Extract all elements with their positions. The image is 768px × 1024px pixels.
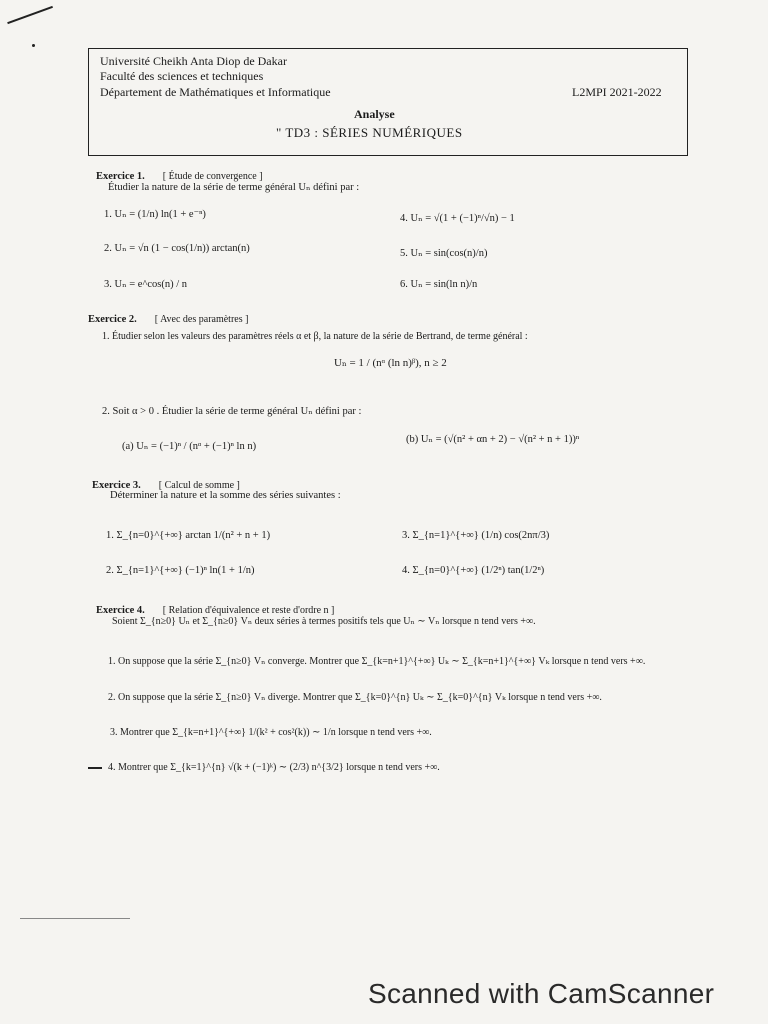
ex1-item-3: 3. Uₙ = e^cos(n) / n <box>104 279 188 290</box>
ex1-title: Exercice 1. <box>96 171 145 182</box>
scan-mark <box>20 918 130 919</box>
ex2-item-a: (a) Uₙ = (−1)ⁿ / (nᵅ + (−1)ⁿ ln n) <box>122 441 257 452</box>
ex3-title: Exercice 3. <box>92 480 141 491</box>
ex3-item-4: 4. Σ_{n=0}^{+∞} (1/2ⁿ) tan(1/2ⁿ) <box>402 565 545 576</box>
department-name: Département de Mathématiques et Informatique <box>100 85 331 99</box>
level-year: L2MPI 2021-2022 <box>572 85 662 99</box>
ex4-subtitle: [ Relation d'équivalence et reste d'ordre n ] <box>162 605 335 616</box>
ex2-subtitle: [ Avec des paramètres ] <box>154 314 249 325</box>
ex4-title: Exercice 4. <box>96 605 145 616</box>
ex1-item-4: 4. Uₙ = √(1 + (−1)ⁿ/√n) − 1 <box>400 213 515 224</box>
ex4-intro: Soient Σ_{n≥0} Uₙ et Σ_{n≥0} Vₙ deux séries à termes positifs tels que Uₙ ∼ Vₙ lorsque n tend vers +∞. <box>112 616 536 627</box>
ex2-title: Exercice 2. <box>88 314 137 325</box>
scan-mark <box>7 6 53 24</box>
ex3-subtitle: [ Calcul de somme ] <box>158 480 240 491</box>
ex4-item-1: 1. On suppose que la série Σ_{n≥0} Vₙ converge. Montrer que Σ_{k=n+1}^{+∞} Uₖ ∼ Σ_{k=n+1}^{+∞} Vₖ lorsque n tend vers +∞. <box>108 656 646 667</box>
ex2-question-1: 1. Étudier selon les valeurs des paramètres réels α et β, la nature de la série de Bertrand, de terme général : <box>102 331 528 342</box>
ex3-item-3: 3. Σ_{n=1}^{+∞} (1/n) cos(2nπ/3) <box>402 530 550 541</box>
ex4-item-3: 3. Montrer que Σ_{k=n+1}^{+∞} 1/(k² + cos²(k)) ∼ 1/n lorsque n tend vers +∞. <box>110 727 432 738</box>
ex1-subtitle: [ Étude de convergence ] <box>162 171 263 182</box>
course-name: Analyse <box>354 107 395 121</box>
faculty-name: Faculté des sciences et techniques <box>100 69 264 83</box>
ex2-heading <box>88 309 248 327</box>
ex1-item-5: 5. Uₙ = sin(cos(n)/n) <box>400 248 488 259</box>
ex4-item-2: 2. On suppose que la série Σ_{n≥0} Vₙ diverge. Montrer que Σ_{k=0}^{n} Uₖ ∼ Σ_{k=0}^{n} Vₖ lorsque n tend vers +∞. <box>108 692 602 703</box>
ex2-bertrand-formula: Uₙ = 1 / (nᵅ (ln n)ᵝ), n ≥ 2 <box>334 357 447 369</box>
ex2-question-2: 2. Soit α > 0 . Étudier la série de terme général Uₙ défini par : <box>102 406 362 417</box>
ex4-item-4: 4. Montrer que Σ_{k=1}^{n} √(k + (−1)ᵏ) ∼ (2/3) n^{3/2} lorsque n tend vers +∞. <box>108 762 440 773</box>
scan-mark <box>88 767 102 769</box>
ex3-intro: Déterminer la nature et la somme des séries suivantes : <box>110 490 341 501</box>
camscanner-watermark: Scanned with CamScanner <box>368 978 715 1009</box>
ex3-item-2: 2. Σ_{n=1}^{+∞} (−1)ⁿ ln(1 + 1/n) <box>106 565 255 576</box>
scan-mark <box>32 44 35 47</box>
ex1-intro: Étudier la nature de la série de terme général Uₙ défini par : <box>108 182 360 193</box>
ex2-item-b: (b) Uₙ = (√(n² + αn + 2) − √(n² + n + 1))ⁿ <box>406 434 580 445</box>
university-name: Université Cheikh Anta Diop de Dakar <box>100 54 287 68</box>
document-title: " TD3 : SÉRIES NUMÉRIQUES <box>276 125 463 140</box>
ex1-item-1: 1. Uₙ = (1/n) ln(1 + e⁻ⁿ) <box>104 209 206 220</box>
ex3-item-1: 1. Σ_{n=0}^{+∞} arctan 1/(n² + n + 1) <box>106 530 271 541</box>
ex1-item-2: 2. Uₙ = √n (1 − cos(1/n)) arctan(n) <box>104 243 250 254</box>
ex1-item-6: 6. Uₙ = sin(ln n)/n <box>400 279 478 290</box>
